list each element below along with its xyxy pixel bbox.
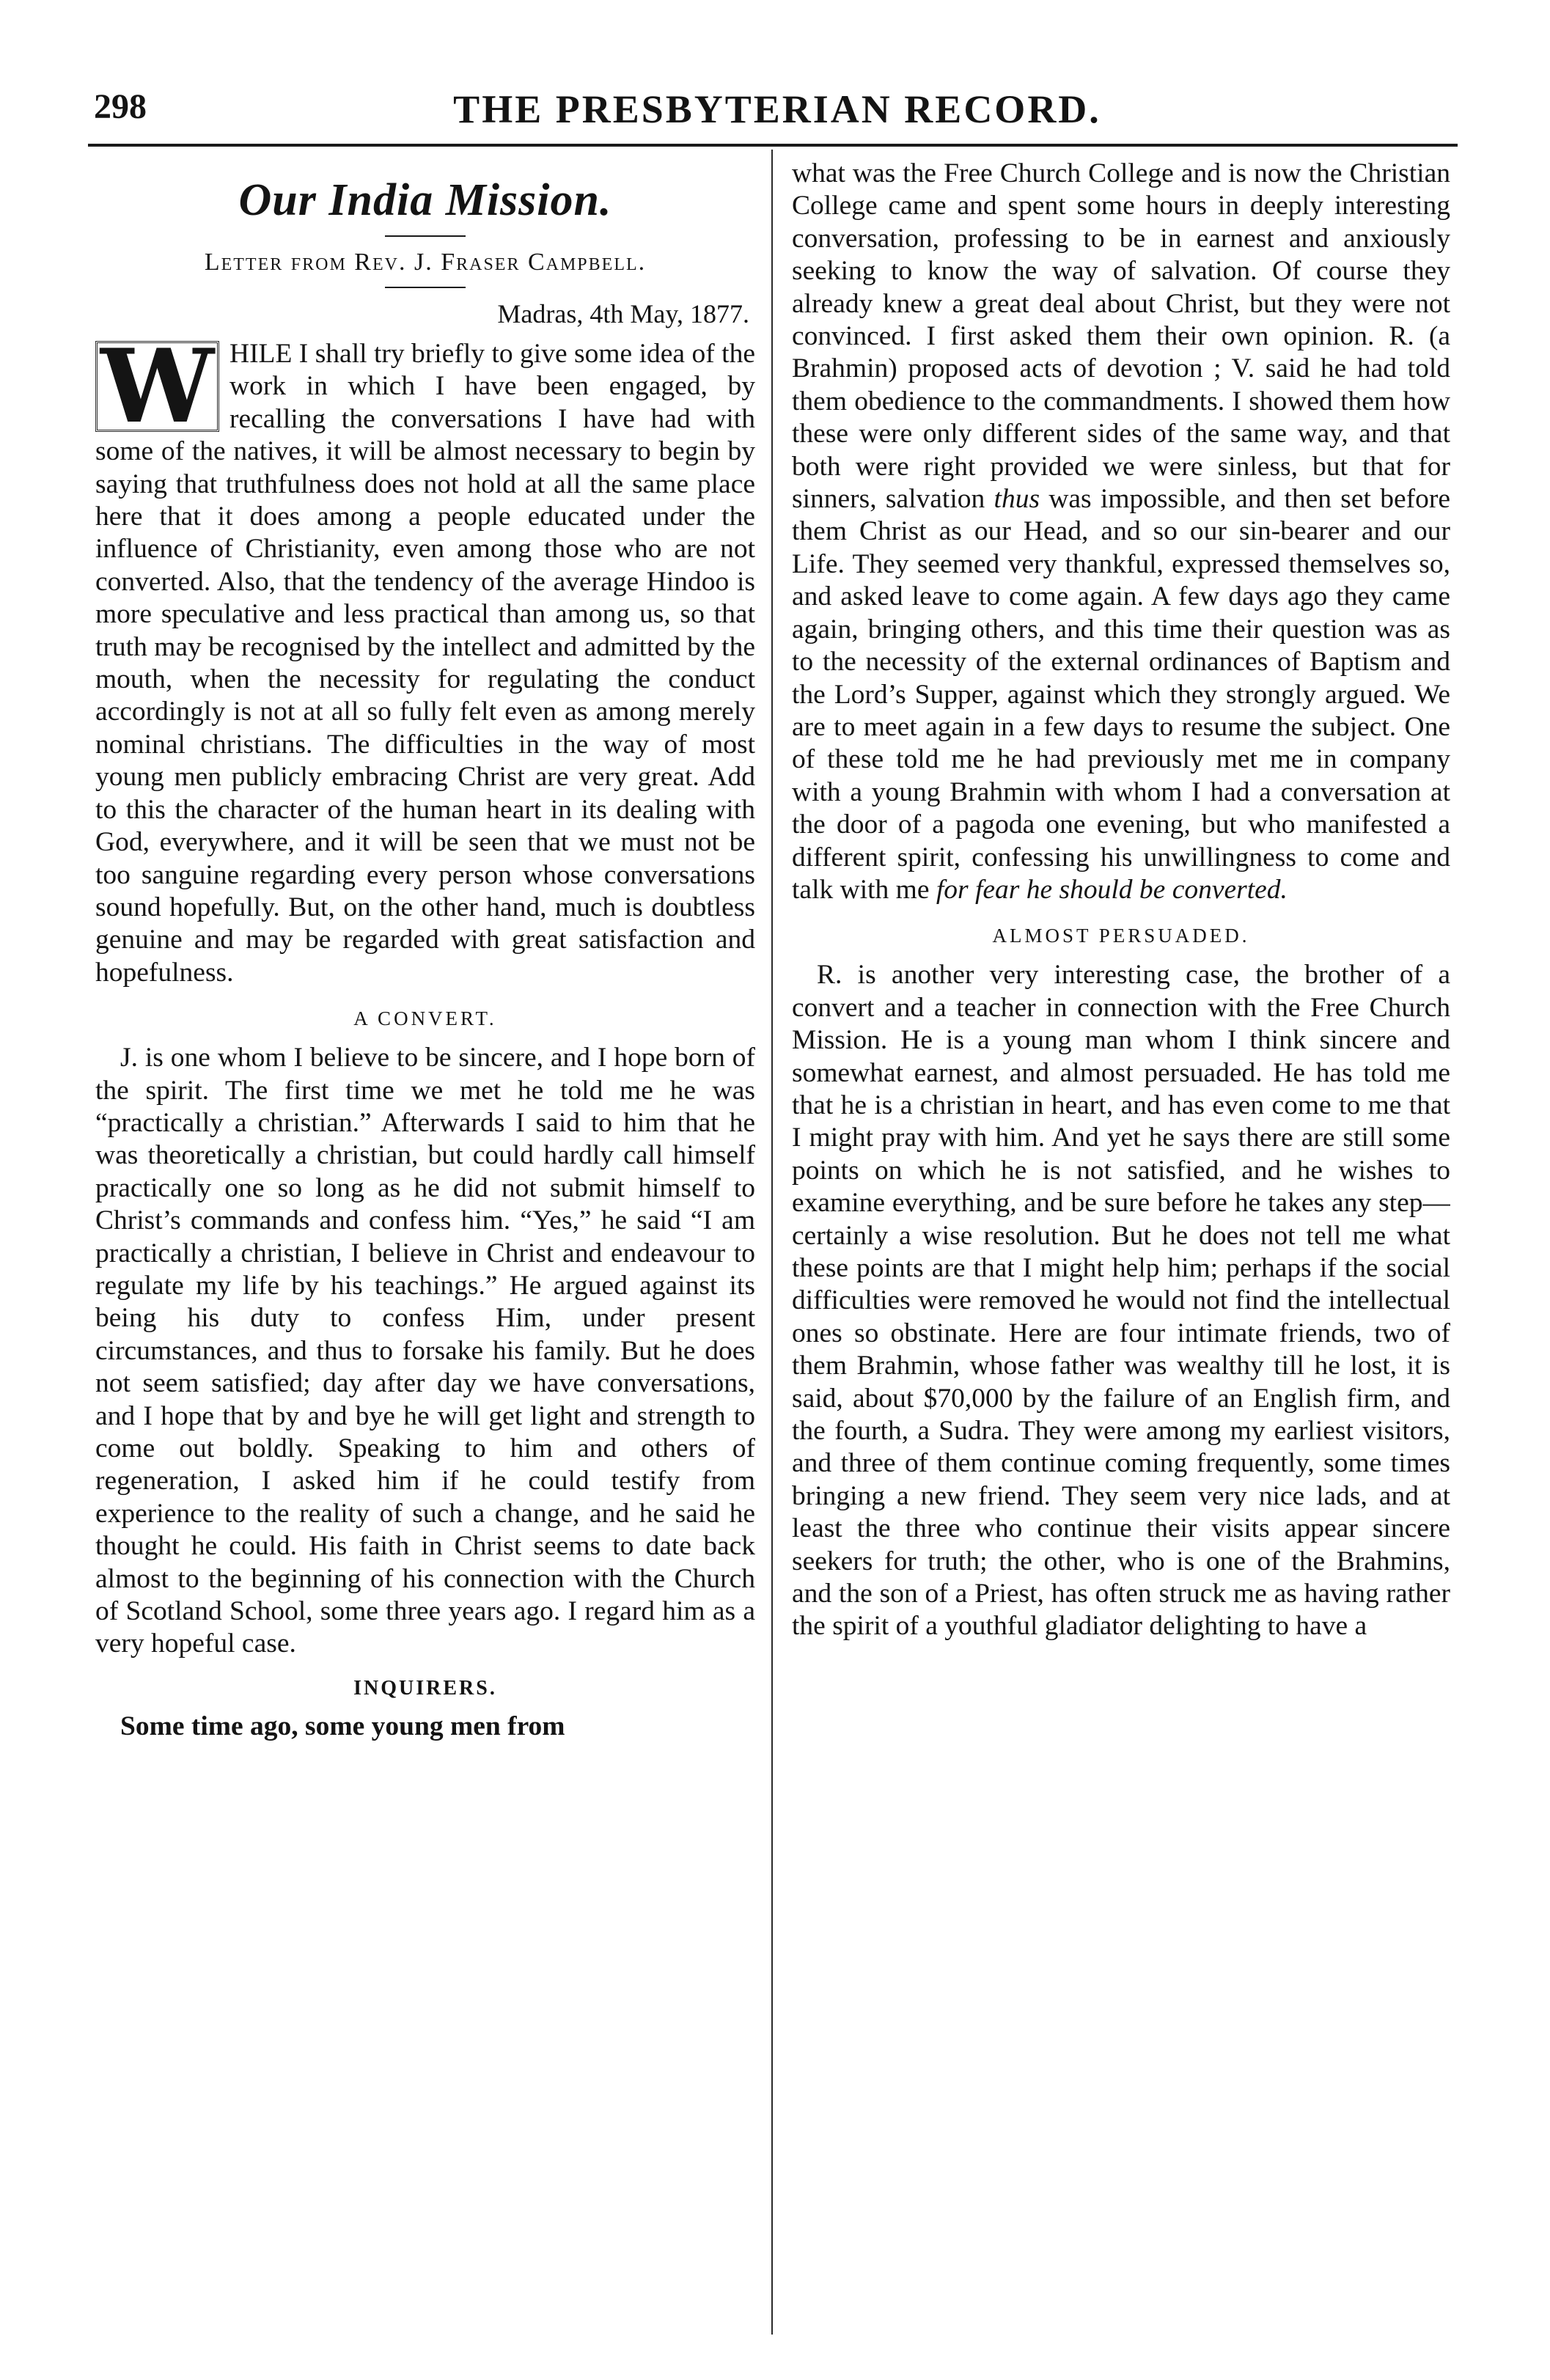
dateline: Madras, 4th May, 1877. xyxy=(497,299,749,328)
title-rule xyxy=(385,235,466,237)
paragraph-inquirers-start: Some time ago, some young men from xyxy=(120,1711,565,1741)
header-rule xyxy=(88,144,1458,147)
paragraph-inquirers-continued xyxy=(792,158,1450,906)
inquirers-text-b: was impossible, and then set before them Christ as our Head, and so our sin-bearer and our Life. They seemed very thankful, expressed themselves so, and asked leave to come again. A few days ago they came again, bringing others, and this time their question was as to the necessity of the external ordinances of Baptism and the Lord’s Supper, against which they strongly argued. We are to meet again in a few days to resume the subject. One of these told me he had previously met me in company with a young Brahmin with whom I had a conversation at the door of a pagoda one evening, but who manifested a different spirit, confessing his unwillingness to come and talk with me xyxy=(792,484,1450,905)
right-column xyxy=(792,158,1450,2332)
inquirers-italic-b: for fear he should be converted. xyxy=(936,874,1288,905)
subhead-inquirers: INQUIRERS. xyxy=(353,1676,497,1700)
drop-cap: W xyxy=(95,341,219,432)
subhead-almost-persuaded: ALMOST PERSUADED. xyxy=(992,925,1250,947)
inquirers-italic-a: thus xyxy=(993,484,1040,515)
journal-title: THE PRESBYTERIAN RECORD. xyxy=(453,87,1101,131)
page-number: 298 xyxy=(94,87,147,126)
paragraph-convert: J. is one whom I believe to be sincere, and I hope born of the spirit. The first time we met he told me he was “practically a christian.” Afterwards I said to him that he was theoretically a christian, but could hardly call himself practically one so long as he did not submit himself to Christ’s commands and confess him. “Yes,” he said “I am practically a christian, I believe in Christ and endeavour to regulate my life by his teachings.” He argued against its being his duty to confess Him, under present circumstances, and thus to forsake his family. But he does not seem satisfied; day after day we have conversations, and I hope that by and bye he will get light and strength to come out boldly. Speaking to him and others of regeneration, I asked him if he could testify from experience to the reality of such a change, and he said he thought he could. His faith in Christ seems to date back almost to the beginning of his connection with the Church of Scotland School, some three years ago. I regard him as a very hopeful case. xyxy=(95,1043,755,1659)
inquirers-text-a: what was the Free Church College and is now the Christian College came and spent some hours in deeply interesting conversation, professing to be in earnest and anxiously seeking to know the way of salvation. Of course they already knew a great deal about Christ, but they were not convinced. I first asked them their own opinion. R. (a Brahmin) proposed acts of devotion ; V. said he had told them obedience to the commandments. I showed them how these were only different sides of the same way, and that both were right provided we were sinless, but that for sinners, salvation xyxy=(792,158,1450,515)
column-divider xyxy=(771,150,773,2335)
subhead-a-convert: A CONVERT. xyxy=(353,1007,497,1030)
paragraph-almost-persuaded: R. is another very interesting case, the brother of a convert and a teacher in connection with the Free Church Mission. He is a young man whom I think sincere and somewhat earnest, and almost persuaded. He has told me that he is a christian in heart, and has even come to me that I might pray with him. And yet he says there are still some points on which he is not satisfied, and he wishes to examine everything, and be sure before he takes any step—certainly a wise resolution. But he does not tell me what these points are that I might help him; perhaps if the social difficulties were removed he would not find the intellectual ones so obstinate. Here are four intimate friends, two of them Brahmin, whose father was wealthy till he lost, it is said, about $70,000 by the failure of an English firm, and the fourth, a Sudra. They were among my earliest visitors, and three of them continue coming frequently, some times bringing a new friend. They seem very nice lads, and at least the three who continue their visits appear sincere seekers for truth; the other, who is one of the Brahmins, and the son of a Priest, has often struck me as having rather the spirit of a youthful gladiator delighting to have a xyxy=(792,960,1450,1642)
byline-rule xyxy=(385,287,466,288)
paragraph-intro xyxy=(95,326,755,989)
running-head xyxy=(88,87,1466,138)
left-column xyxy=(95,158,755,2332)
section-title: Our India Mission. xyxy=(238,175,612,225)
byline: Letter from Rev. J. Fraser Campbell. xyxy=(204,249,647,276)
intro-text: HILE I shall try briefly to give some idea of the work in which I have been engaged, by recalling the conversations I have had with some of the natives, it will be almost necessary to begin by saying that truthfulness does not hold at all the same place here that it does among a people educated under the influence of Christianity, even among those who are not converted. Also, that the tendency of the average Hindoo is more speculative and less practical than among us, so that truth may be recognised by the intellect and admitted by the mouth, when the necessity for regulating the conduct accordingly is not at all so fully felt even as among merely nominal christians. The difficulties in the way of most young men publicly embracing Christ are very great. Add to this the character of the human heart in its dealing with God, everywhere, and it will be seen that we must not be too sanguine regarding every person whose conversations sound hopefully. But, on the other hand, much is doubtless genuine and may be regarded with great satisfaction and hopefulness. xyxy=(95,339,755,988)
